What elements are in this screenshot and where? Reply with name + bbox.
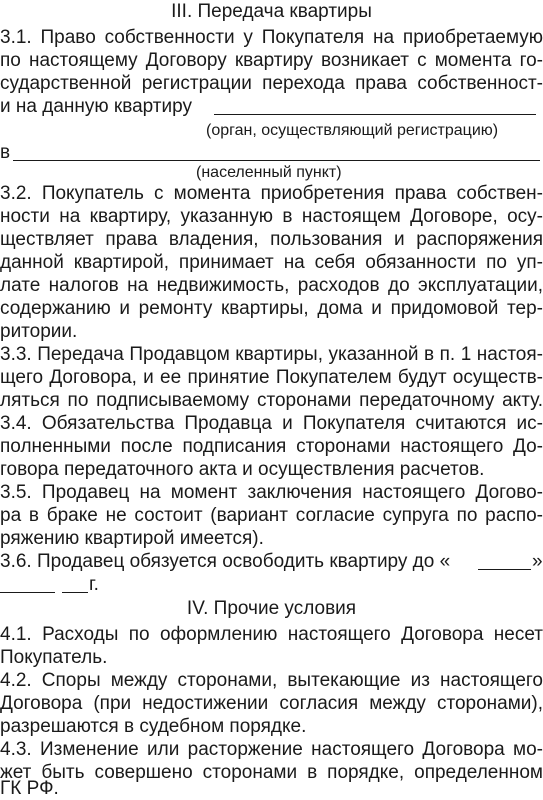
clause-3-4-line-1: 3.4. Обязательства Продавца и Покупателя считаются ис- [0, 413, 543, 434]
locality-hint: (населенный пункт) [196, 164, 342, 181]
clause-3-2-line-6: содержанию и ремонту квартиры, дома и придомовой тер- [0, 298, 543, 319]
clause-4-3-line-3: ГК РФ. [0, 778, 59, 799]
clause-4-1-line-2: Покупатель. [0, 647, 108, 668]
clause-3-1-line-4: и на данную квартиру [0, 96, 192, 117]
clause-4-2-line-1: 4.2. Споры между сторонами, вытекающие из настоящего [0, 670, 543, 691]
release-day-blank [478, 569, 531, 570]
clause-3-2-line-4: данной квартирой, принимает на себя обязанности по уп- [0, 252, 543, 273]
release-quote-close: » [532, 551, 543, 572]
section-3-heading: III. Передача квартиры [171, 1, 372, 22]
clause-4-1-line-1: 4.1. Расходы по оформлению настоящего Договора несет [0, 624, 543, 645]
locality-prefix: в [0, 142, 11, 163]
release-month-blank [0, 592, 55, 593]
clause-3-5-line-1: 3.5. Продавец на момент заключения настоящего Догово- [0, 482, 543, 503]
clause-4-3-line-1: 4.3. Изменение или расторжение настоящего Договора мо- [0, 739, 543, 760]
clause-3-3-line-3: ляться по подписываемому сторонами передаточному акту. [0, 390, 543, 411]
clause-3-6-line-1: 3.6. Продавец обязуется освободить квартиру до « [0, 551, 451, 572]
release-year-suffix: г. [89, 574, 99, 595]
clause-3-2-line-2: ности на квартиру, указанную в настоящем Договоре, осу- [0, 206, 543, 227]
clause-3-2-line-5: лате налогов на недвижимость, расходов до эксплуатации, [0, 275, 543, 296]
clause-3-2-line-7: ритории. [0, 321, 78, 342]
clause-3-3-line-2: щего Договора, и ее принятие Покупателем будут осуществ- [0, 367, 543, 388]
registration-authority-blank [214, 114, 536, 115]
clause-3-1-line-1: 3.1. Право собственности у Покупателя на приобретаемую [0, 27, 543, 48]
registration-authority-hint: (орган, осуществляющий регистрацию) [206, 122, 499, 139]
clause-3-5-line-3: ряжению квартирой имеется). [0, 528, 264, 549]
release-year-blank [62, 592, 88, 593]
clause-3-4-line-3: говора передаточного акта и осуществления расчетов. [0, 459, 485, 480]
clause-3-5-line-2: ра в браке не состоит (вариант согласие супруга по распо- [0, 505, 543, 526]
clause-3-3-line-1: 3.3. Передача Продавцом квартиры, указанной в п. 1 настоя- [0, 344, 543, 365]
clause-3-4-line-2: полненными после подписания сторонами настоящего До- [0, 436, 543, 457]
clause-3-2-line-3: ществляет права владения, пользования и распоряжения [0, 229, 543, 250]
clause-3-2-line-1: 3.2. Покупатель с момента приобретения права собствен- [0, 183, 543, 204]
section-4-heading: IV. Прочие условия [186, 598, 357, 619]
clause-4-2-line-3: разрешаются в судебном порядке. [0, 716, 307, 737]
clause-3-1-line-2: по настоящему Договору квартиру возникает с момента го- [0, 50, 543, 71]
clause-4-2-line-2: Договора (при недостижении согласия между сторонами), [0, 693, 543, 714]
clause-3-1-line-3: сударственной регистрации перехода права собственност- [0, 73, 543, 94]
locality-blank [13, 160, 540, 161]
clause-4-3-line-2: жет быть совершено сторонами в порядке, определенном [0, 762, 543, 783]
